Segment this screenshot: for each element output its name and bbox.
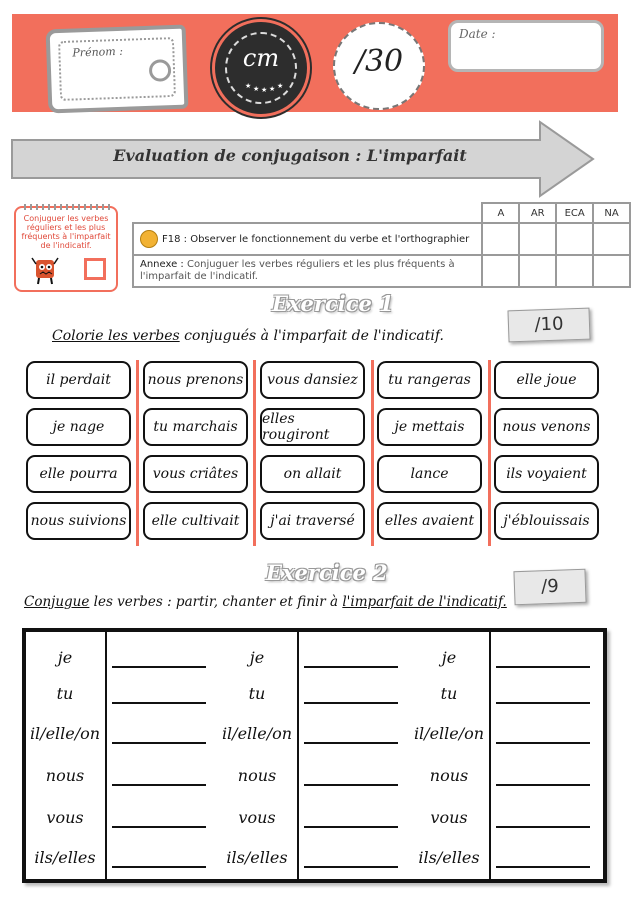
pronoun-label: nous (45, 766, 85, 785)
name-label: Prénom : (72, 44, 124, 60)
header-eca: ECA (556, 203, 593, 223)
answer-line[interactable] (496, 826, 590, 828)
star-icon: ★ (245, 82, 252, 90)
verb-box[interactable]: lance (377, 455, 482, 493)
grade-cell[interactable] (556, 223, 593, 255)
grade-cell[interactable] (593, 255, 630, 287)
verb-box[interactable]: elle cultivait (143, 502, 248, 540)
verb-box[interactable]: j'éblouissais (494, 502, 599, 540)
pronoun-label: ils/elles (226, 848, 288, 867)
answer-line[interactable] (112, 666, 206, 668)
verb-box[interactable]: je nage (26, 408, 131, 446)
annex-label: Annexe : (140, 259, 184, 270)
conjugation-table (22, 628, 607, 883)
pronoun-label: nous (429, 766, 469, 785)
verb-box[interactable]: il perdait (26, 361, 131, 399)
answer-line[interactable] (304, 742, 398, 744)
grade-cell[interactable] (482, 223, 519, 255)
verb-box[interactable]: nous suivions (26, 502, 131, 540)
annex-row (133, 255, 482, 287)
verb-box[interactable]: vous criâtes (143, 455, 248, 493)
date-field[interactable] (448, 20, 604, 72)
verb-box[interactable]: nous prenons (143, 361, 248, 399)
star-icon: ★ (261, 86, 268, 94)
stamp-text: Conjuguer les verbes réguliers et les plus fréquents à l'imparfait de l'indicatif. (21, 214, 111, 250)
verb-box[interactable]: tu rangeras (377, 361, 482, 399)
grade-cell[interactable] (519, 255, 556, 287)
instruction-tense: l'imparfait de l'indicatif. (342, 594, 507, 610)
verb-box[interactable]: elles rougiront (260, 408, 365, 446)
column-separator (488, 360, 491, 546)
answer-line[interactable] (304, 666, 398, 668)
annex-text: Conjuguer les verbes réguliers et les plus fréquents à l'imparfait de l'indicatif. (140, 259, 455, 282)
grade-cell[interactable] (519, 223, 556, 255)
exercise-1-instruction (52, 328, 444, 344)
answer-line[interactable] (112, 826, 206, 828)
header-na: NA (593, 203, 630, 223)
score-circle (333, 22, 425, 110)
grade-cell[interactable] (593, 223, 630, 255)
competence-stamp (14, 206, 118, 292)
pronoun-label: je (249, 648, 265, 667)
name-tag (46, 25, 189, 114)
instruction-verb: Colorie les verbes (52, 328, 180, 344)
column-separator (297, 632, 299, 879)
medal-icon (140, 230, 158, 248)
pronoun-label: je (441, 648, 457, 667)
level-badge-text: cm (242, 44, 280, 72)
column-separator (253, 360, 256, 546)
exercise-1-points: /10 (507, 308, 590, 343)
pronoun-label: il/elle/on (29, 724, 101, 743)
pronoun-label: vous (430, 808, 468, 827)
verb-box[interactable]: on allait (260, 455, 365, 493)
answer-line[interactable] (112, 866, 206, 868)
pronoun-label: vous (46, 808, 84, 827)
header-ar: AR (519, 203, 556, 223)
pronoun-label: vous (238, 808, 276, 827)
answer-line[interactable] (304, 866, 398, 868)
pronoun-label: ils/elles (34, 848, 96, 867)
stamp-checkbox[interactable] (84, 258, 106, 280)
pronoun-label: je (57, 648, 73, 667)
exercise-2-title: Exercice 2 (266, 560, 388, 585)
grade-cell[interactable] (556, 255, 593, 287)
answer-line[interactable] (496, 702, 590, 704)
skill-text: F18 : Observer le fonctionnement du verbe et l'orthographier (162, 234, 470, 245)
monster-mascot-icon (30, 252, 60, 286)
instruction-rest: conjugués à l'imparfait de l'indicatif. (179, 328, 445, 344)
answer-line[interactable] (496, 666, 590, 668)
star-icon: ★ (269, 85, 276, 93)
date-label: Date : (459, 27, 496, 41)
answer-line[interactable] (496, 866, 590, 868)
star-icon: ★ (277, 82, 284, 90)
answer-line[interactable] (112, 784, 206, 786)
instruction-mid: les verbes : partir, chanter et finir à (89, 594, 343, 610)
verb-box[interactable]: tu marchais (143, 408, 248, 446)
score-total: /30 (354, 44, 404, 79)
pronoun-label: ils/elles (418, 848, 480, 867)
answer-line[interactable] (496, 742, 590, 744)
pronoun-label: nous (237, 766, 277, 785)
exercise-1-title: Exercice 1 (272, 291, 394, 316)
column-separator (136, 360, 139, 546)
level-badge (215, 22, 307, 114)
answer-line[interactable] (496, 784, 590, 786)
instruction-verb: Conjugue (24, 594, 90, 610)
pronoun-label: tu (56, 684, 74, 703)
pronoun-label: tu (248, 684, 266, 703)
verb-box[interactable]: elle joue (494, 361, 599, 399)
verb-box[interactable]: elles avaient (377, 502, 482, 540)
verb-box[interactable]: elle pourra (26, 455, 131, 493)
grade-cell[interactable] (482, 255, 519, 287)
answer-line[interactable] (112, 702, 206, 704)
page-title: Evaluation de conjugaison : L'imparfait (113, 146, 467, 165)
column-separator (489, 632, 491, 879)
verb-box[interactable]: vous dansiez (260, 361, 365, 399)
answer-line[interactable] (304, 784, 398, 786)
verb-box[interactable]: ils voyaient (494, 455, 599, 493)
pronoun-label: il/elle/on (413, 724, 485, 743)
answer-line[interactable] (304, 826, 398, 828)
spiral-rings (24, 204, 112, 210)
column-separator (371, 360, 374, 546)
competence-table (132, 202, 631, 288)
pronoun-label: tu (440, 684, 458, 703)
header-a: A (482, 203, 519, 223)
exercise-2-instruction (24, 594, 507, 610)
answer-line[interactable] (304, 702, 398, 704)
skill-row (133, 223, 482, 255)
answer-line[interactable] (112, 742, 206, 744)
verb-box[interactable]: nous venons (494, 408, 599, 446)
verb-box[interactable]: je mettais (377, 408, 482, 446)
star-icon: ★ (253, 85, 260, 93)
column-separator (105, 632, 107, 879)
exercise-2-points: /9 (513, 569, 586, 605)
pronoun-label: il/elle/on (221, 724, 293, 743)
verb-box[interactable]: j'ai traversé (260, 502, 365, 540)
